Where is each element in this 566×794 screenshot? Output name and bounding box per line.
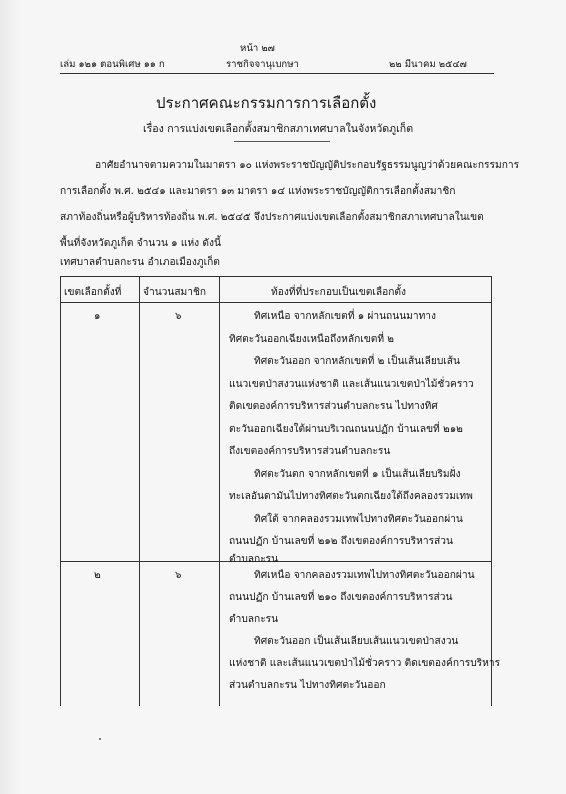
table-column-divider	[219, 276, 220, 706]
table-column-divider	[139, 276, 140, 706]
area-line: ทะเลอันดามันไปทางทิศตะวันตกเฉียงใต้ถึงคลองรวมเทพ	[229, 491, 473, 502]
gazette-name: ราชกิจจานุเบกษา	[226, 59, 299, 70]
page-number: หน้า ๒๗	[240, 43, 275, 54]
column-header-area: ท้องที่ที่ประกอบเป็นเขตเลือกตั้ง	[271, 287, 406, 298]
area-line: ทิศตะวันออกเฉียงเหนือถึงหลักเขตที่ ๒	[229, 334, 395, 345]
area-line: ตะวันออกเฉียงใต้ผ่านบริเวณถนนปฏัก บ้านเลขที่ ๒๑๒	[229, 424, 463, 435]
area-line: แนวเขตป่าสงวนแห่งชาติ และเส้นแนวเขตป่าไม้ชั่วคราว	[229, 379, 474, 390]
area-line: ติดเขตองค์การบริหารส่วนตำบลกะรน ไปทางทิศ	[229, 401, 438, 412]
table-border-left	[60, 276, 61, 706]
zone-number: ๒	[94, 570, 101, 581]
intro-line: การเลือกตั้ง พ.ศ. ๒๕๔๑ และมาตรา ๑๓ มาตรา ๑๔ แห่งพระราชบัญญัติการเลือกตั้งสมาชิก	[60, 186, 456, 197]
scan-speck	[99, 738, 101, 740]
area-line: ทิศเหนือ จากคลองรวมเทพไปทางทิศตะวันออกผ่าน	[254, 570, 475, 581]
area-line: ทิศเหนือ จากหลักเขตที่ ๑ ผ่านถนนมาทาง	[254, 311, 437, 322]
member-count: ๖	[175, 311, 182, 322]
area-line: ทิศใต้ จากคลองรวมเทพไปทางทิศตะวันออกผ่าน	[254, 514, 463, 525]
table-header-border	[60, 302, 492, 303]
area-line: ถนนปฏัก บ้านเลขที่ ๒๑๐ ถึงเขตองค์การบริหารส่วน	[229, 592, 453, 603]
header-rule	[60, 73, 494, 74]
area-line: ถึงเขตองค์การบริหารส่วนตำบลกะรน	[229, 446, 391, 457]
table-border-right	[491, 276, 492, 706]
area-line: ทิศตะวันออก จากหลักเขตที่ ๒ เป็นเส้นเลียบเส้น	[254, 356, 460, 367]
zone-number: ๑	[94, 311, 101, 322]
municipality-name: เทศบาลตำบลกะรน อำเภอเมืองภูเก็ต	[60, 257, 220, 268]
intro-line: พื้นที่จังหวัดภูเก็ต จำนวน ๑ แห่ง ดังนี้	[60, 238, 221, 249]
announcement-title: ประกาศคณะกรรมการการเลือกตั้ง	[156, 94, 377, 112]
area-line: แห่งชาติ และเส้นแนวเขตป่าไม้ชั่วคราว ติดเขตองค์การบริหาร	[229, 658, 501, 669]
area-line: ตำบลกะรน	[229, 554, 279, 565]
member-count: ๖	[175, 570, 182, 581]
area-line: ถนนปฏัก บ้านเลขที่ ๒๑๒ ถึงเขตองค์การบริหารส่วน	[229, 536, 453, 547]
area-line: ทิศตะวันออก เป็นเส้นเลียบเส้นแนวเขตป่าสงวน	[254, 636, 459, 647]
intro-line: สภาท้องถิ่นหรือผู้บริหารท้องถิ่น พ.ศ. ๒๕๔๕ จึงประกาศแบ่งเขตเลือกตั้งสมาชิกสภาเทศบาลในเขต	[60, 212, 484, 223]
volume-issue: เล่ม ๑๒๑ ตอนพิเศษ ๑๑ ก	[60, 59, 165, 70]
title-underline	[234, 141, 330, 142]
area-line: ส่วนตำบลกะรน ไปทางทิศตะวันออก	[229, 680, 386, 691]
column-header-zone: เขตเลือกตั้งที่	[64, 287, 122, 298]
area-line: ทิศตะวันตก จากหลักเขตที่ ๑ เป็นเส้นเลียบริมฝั่ง	[254, 469, 461, 480]
publication-date: ๒๒ มีนาคม ๒๕๔๗	[389, 59, 467, 70]
table-top-border	[60, 276, 492, 277]
area-line: ตำบลกะรน	[229, 614, 279, 625]
intro-line: อาศัยอำนาจตามความในมาตรา ๑๐ แห่งพระราชบัญญัติประกอบรัฐธรรมนูญว่าด้วยคณะกรรมการ	[95, 160, 520, 171]
column-header-members: จำนวนสมาชิก	[143, 287, 207, 298]
scan-edge-shadow	[0, 0, 22, 794]
announcement-subtitle: เรื่อง การแบ่งเขตเลือกตั้งสมาชิกสภาเทศบาลในจังหวัดภูเก็ต	[143, 123, 414, 135]
